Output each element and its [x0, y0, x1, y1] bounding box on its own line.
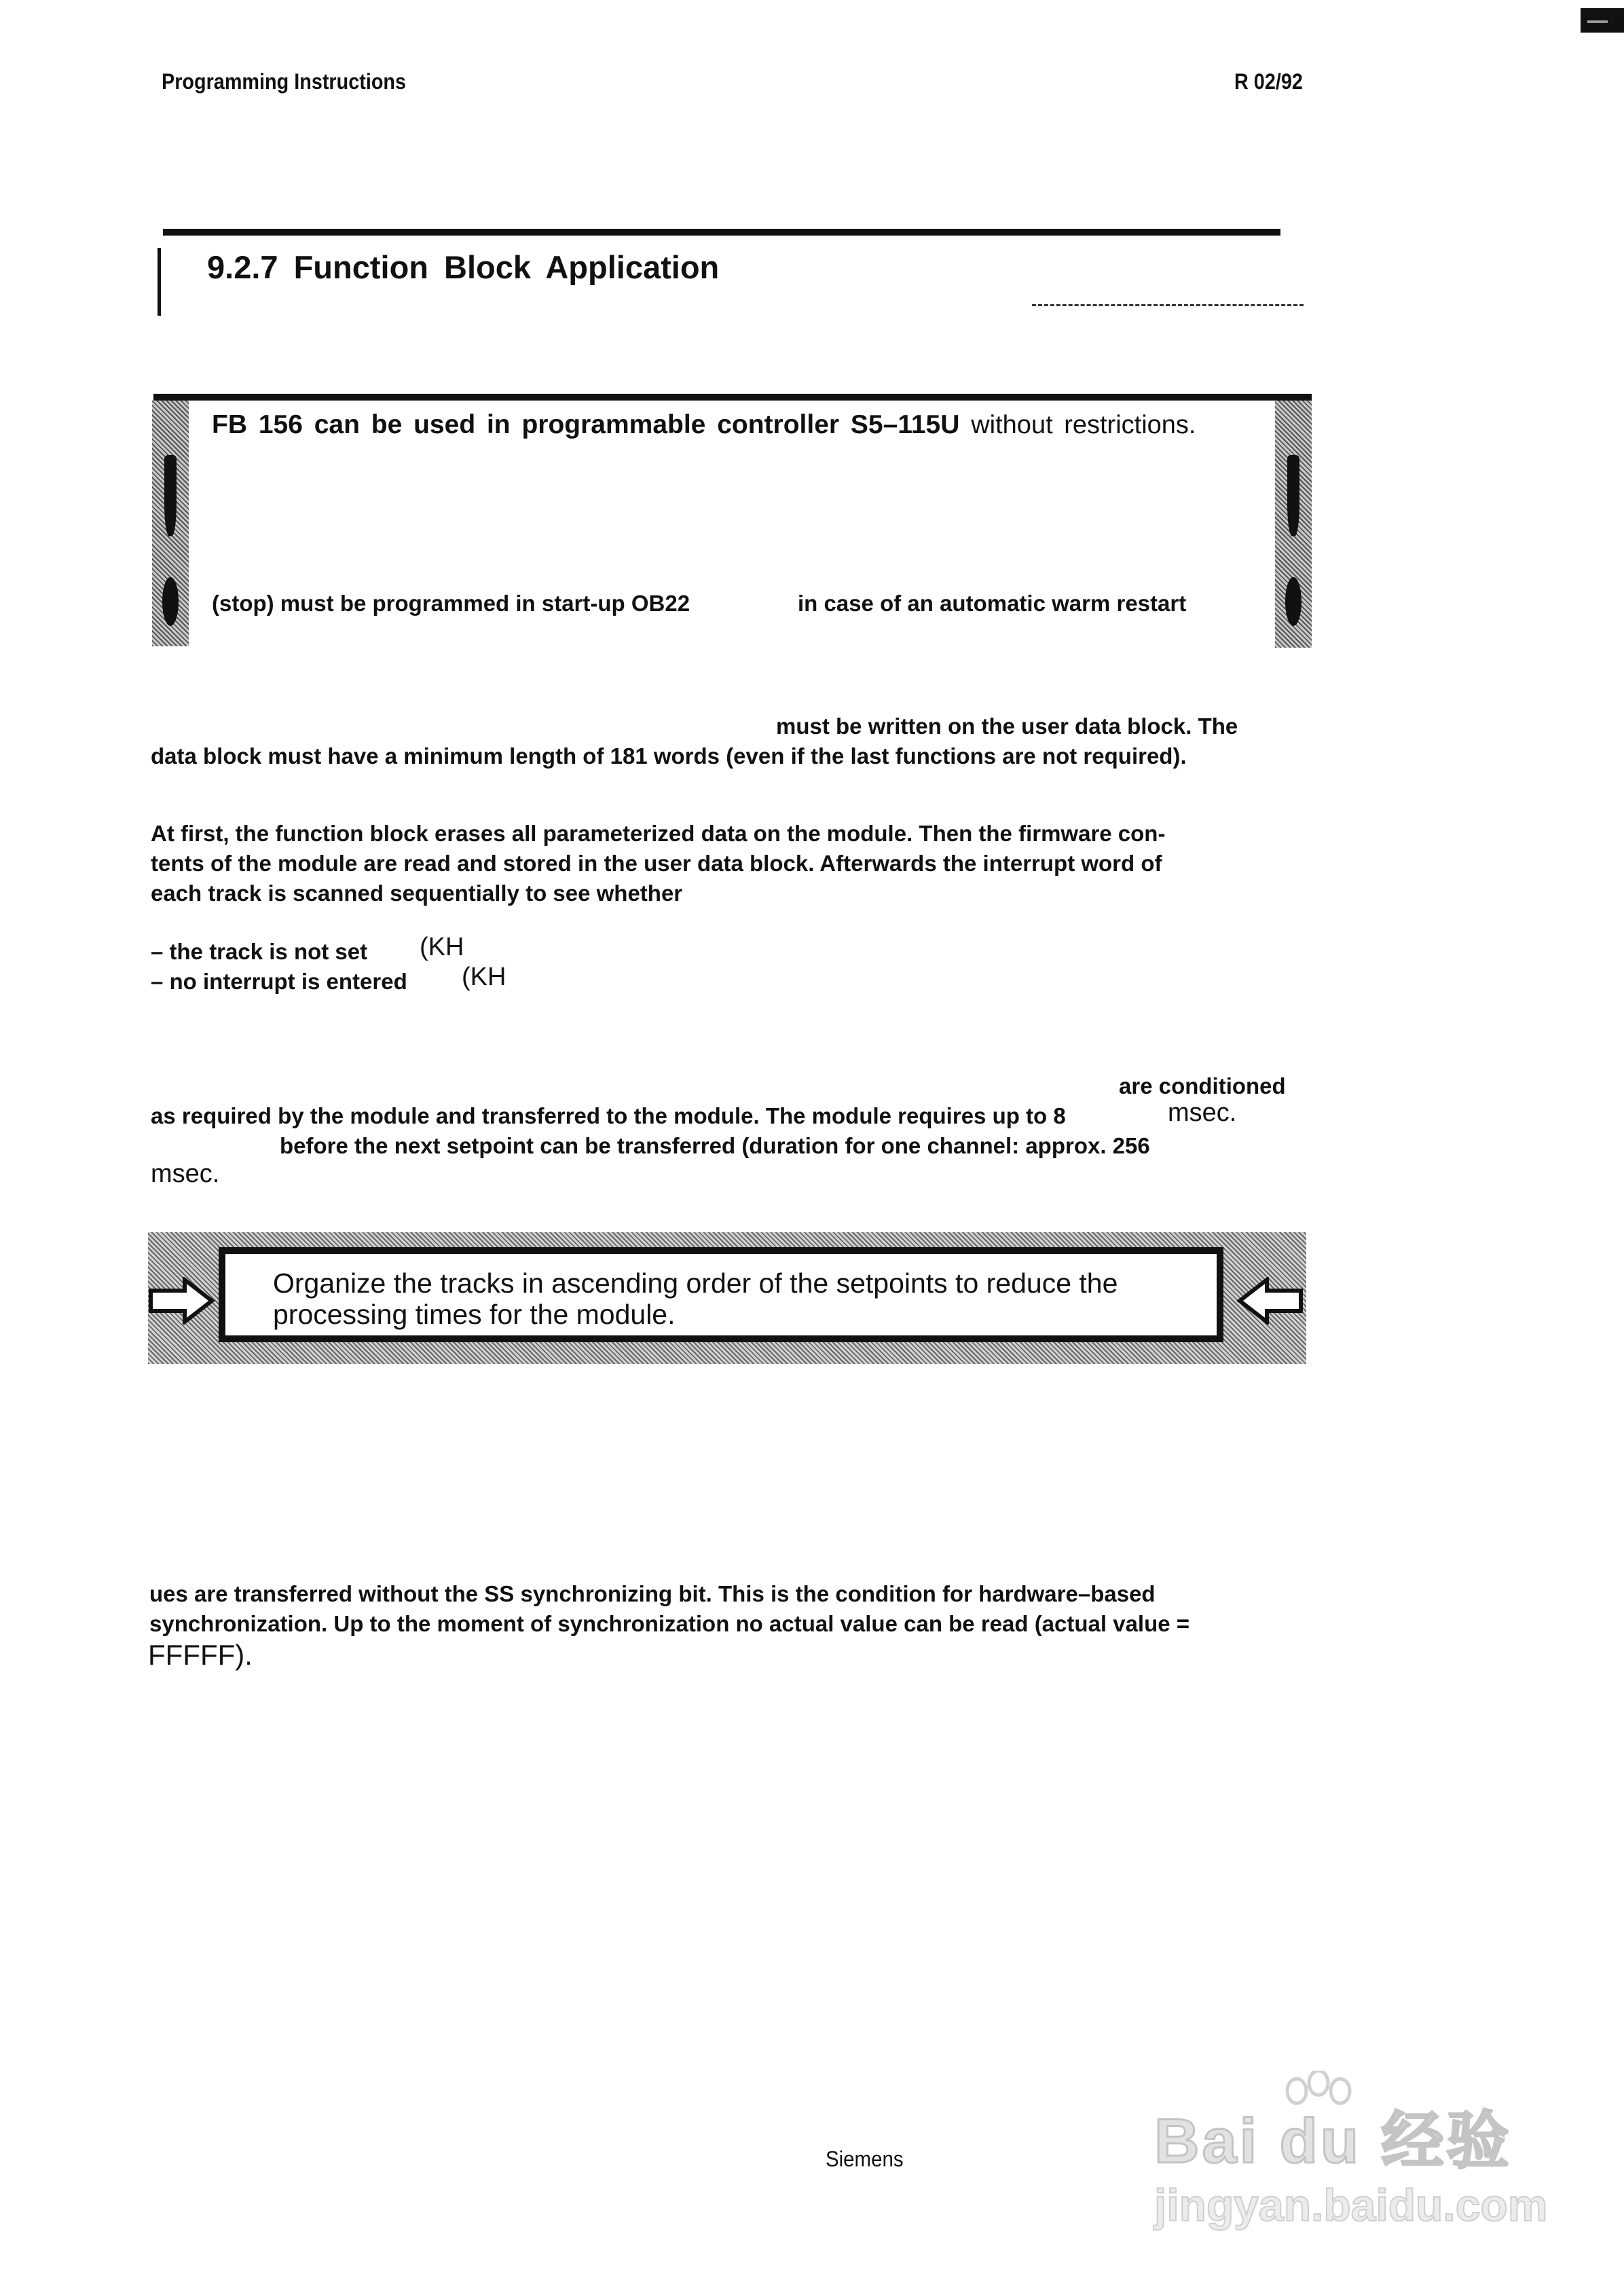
tip-panel: [219, 1247, 1223, 1342]
warning-line-1-main: FB 156 can be used in programmable controller S5–115U: [212, 410, 960, 439]
header-revision: R 02/92: [1234, 69, 1303, 94]
warning-line-2a: (stop) must be programmed in start-up OB22: [212, 591, 690, 616]
para3-line3: before the next setpoint can be transferred (duration for one channel: approx. 256: [280, 1133, 1150, 1158]
tip-box: [148, 1232, 1306, 1364]
exclamation-icon: [1287, 455, 1299, 536]
exclamation-dot-icon: [1285, 577, 1302, 626]
warning-right-hatch: [1275, 401, 1312, 648]
footer-publisher: Siemens: [826, 2147, 904, 2171]
exclamation-icon: [164, 455, 177, 536]
section-title: 9.2.7 Function Block Application: [207, 249, 720, 285]
exclamation-dot-icon: [162, 577, 179, 626]
warning-line-1-tail: without restrictions.: [971, 411, 1196, 439]
list-item-tag: (KH: [420, 933, 464, 961]
arrow-left-icon: [1236, 1277, 1304, 1325]
para1-line2: data block must have a minimum length of 181 words (even if the last functions are not required).: [151, 743, 1187, 769]
para4-line2: synchronization. Up to the moment of synchronization no actual value can be read (actual value =: [149, 1611, 1190, 1636]
para2-line1: At first, the function block erases all parameterized data on the module. Then the firmware con-: [151, 821, 1166, 846]
para4-line3: FFFFF).: [148, 1639, 253, 1671]
list-item: – no interrupt is entered: [151, 969, 407, 994]
watermark-brand: Bai du 经验: [1154, 2107, 1512, 2176]
tip-text: [273, 1268, 1118, 1330]
section-dotted-rule: [1032, 304, 1304, 306]
header-title: Programming Instructions: [162, 69, 407, 94]
tip-line-1: Organize the tracks in ascending order of the setpoints to reduce the: [273, 1268, 1118, 1299]
section-bar: [158, 248, 161, 316]
arrow-right-icon: [148, 1277, 216, 1325]
para3-line2-unit: msec.: [1168, 1098, 1237, 1127]
warning-top-rule: [153, 394, 1312, 401]
warning-line-1: [212, 410, 1196, 440]
list-item-tag: (KH: [462, 963, 506, 991]
para3-line2: as required by the module and transferred to the module. The module requires up to 8: [151, 1103, 1066, 1128]
corner-mark: [1581, 8, 1624, 33]
para3-line1: are conditioned: [1119, 1073, 1286, 1098]
para2-line3: each track is scanned sequentially to see whether: [151, 881, 683, 906]
para3-line4: msec.: [151, 1160, 220, 1188]
watermark-url: jingyan.baidu.com: [1154, 2180, 1548, 2230]
para1-line1: must be written on the user data block. The: [776, 714, 1238, 739]
warning-left-hatch: [152, 401, 189, 646]
para4-line1: ues are transferred without the SS synchronizing bit. This is the condition for hardware–based: [149, 1581, 1156, 1606]
tip-line-2: processing times for the module.: [273, 1299, 676, 1330]
para2-line2: tents of the module are read and stored in the user data block. Afterwards the interrupt word of: [151, 851, 1162, 876]
warning-line-2b: in case of an automatic warm restart: [798, 591, 1187, 616]
section-rule: [163, 229, 1280, 236]
list-item: – the track is not set: [151, 939, 368, 964]
